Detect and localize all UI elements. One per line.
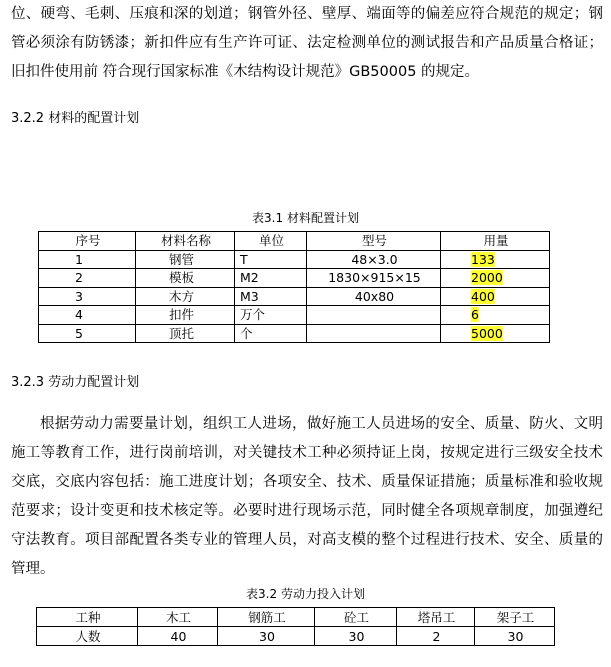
intro-paragraph: 位、硬弯、毛刺、压痕和深的划道；钢管外径、壁厚、端面等的偏差应符合规范的规定；钢管必须涂有防锈漆；新扣件应有生产许可证、法定检测单位的测试报告和产品质量合格证；旧扣件使用前 符合现行国家标准《木结构设计规范》GB50005 的规定。 xyxy=(11,6,603,80)
table-row xyxy=(39,250,550,269)
table-cell: 顶托 xyxy=(136,324,235,343)
table-cell: 40 xyxy=(138,627,218,646)
header-cell: 塔吊工 xyxy=(397,608,475,627)
table-cell: 48×3.0 xyxy=(307,250,441,269)
header-cell: 序号 xyxy=(39,232,136,251)
table-cell: 1830×915×15 xyxy=(307,269,441,288)
highlighted-value: 6 xyxy=(471,307,479,323)
table-row xyxy=(37,627,555,646)
labor-paragraph: 根据劳动力需要量计划，组织工人进场，做好施工人员进场的安全、质量、防火、文明施工等教育工作，进行岗前培训，对关键技术工种必须持证上岗，按规定进行三级安全技术交底，交底内容包括：施工进度计划；各项安全、技术、质量保证措施；质量标准和验收规范要求；设计变更和技术核定等。必要时进行现场示范，同时健全各项规章制度，加强遵纪守法教育。项目部配置各类专业的管理人员，对高支模的整个过程进行技术、安全、质量的管理。 xyxy=(11,416,603,577)
header-cell: 型号 xyxy=(307,232,441,251)
table1-caption: 表3.1 材料配置计划 xyxy=(252,211,359,225)
table-cell xyxy=(441,269,550,288)
table-cell xyxy=(307,324,441,343)
table-row xyxy=(39,324,550,343)
table-cell: M2 xyxy=(235,269,307,288)
table-cell: 1 xyxy=(39,250,136,269)
table-cell: 4 xyxy=(39,306,136,325)
table-cell: 2 xyxy=(39,269,136,288)
table-cell: 模板 xyxy=(136,269,235,288)
row-label: 人数 xyxy=(37,627,138,646)
table-cell: 万个 xyxy=(235,306,307,325)
table-cell xyxy=(441,250,550,269)
table-cell: 30 xyxy=(475,627,555,646)
header-cell: 材料名称 xyxy=(136,232,235,251)
header-cell: 架子工 xyxy=(475,608,555,627)
table-cell: M3 xyxy=(235,287,307,306)
table2-caption: 表3.2 劳动力投入计划 xyxy=(246,587,365,601)
header-cell: 钢筋工 xyxy=(218,608,315,627)
table-cell: 2 xyxy=(397,627,475,646)
table-header-row xyxy=(39,232,550,251)
table-cell: 钢管 xyxy=(136,250,235,269)
header-cell: 单位 xyxy=(235,232,307,251)
table-cell xyxy=(307,306,441,325)
table-cell: 30 xyxy=(218,627,315,646)
table-cell: 木方 xyxy=(136,287,235,306)
table-row xyxy=(39,287,550,306)
highlighted-value: 400 xyxy=(471,288,495,304)
highlighted-value: 133 xyxy=(471,251,495,267)
table-cell: 5 xyxy=(39,324,136,343)
table-cell xyxy=(441,287,550,306)
table-cell: 个 xyxy=(235,324,307,343)
header-cell: 用量 xyxy=(441,232,550,251)
table-cell: 30 xyxy=(315,627,397,646)
material-config-table xyxy=(38,231,550,343)
table-cell xyxy=(441,306,550,325)
table-header-row xyxy=(37,608,555,627)
table-cell: 扣件 xyxy=(136,306,235,325)
table-cell xyxy=(441,324,550,343)
table-row xyxy=(39,269,550,288)
table-cell: T xyxy=(235,250,307,269)
header-cell: 木工 xyxy=(138,608,218,627)
table-row xyxy=(39,306,550,325)
highlighted-value: 2000 xyxy=(471,270,503,286)
table-cell: 40x80 xyxy=(307,287,441,306)
header-cell: 工种 xyxy=(37,608,138,627)
labor-input-table xyxy=(36,607,555,646)
section-heading-material-plan: 3.2.2 材料的配置计划 xyxy=(11,111,140,126)
table-cell: 3 xyxy=(39,287,136,306)
highlighted-value: 5000 xyxy=(471,325,503,341)
header-cell: 砼工 xyxy=(315,608,397,627)
section-heading-labor-plan: 3.2.3 劳动力配置计划 xyxy=(11,375,140,390)
